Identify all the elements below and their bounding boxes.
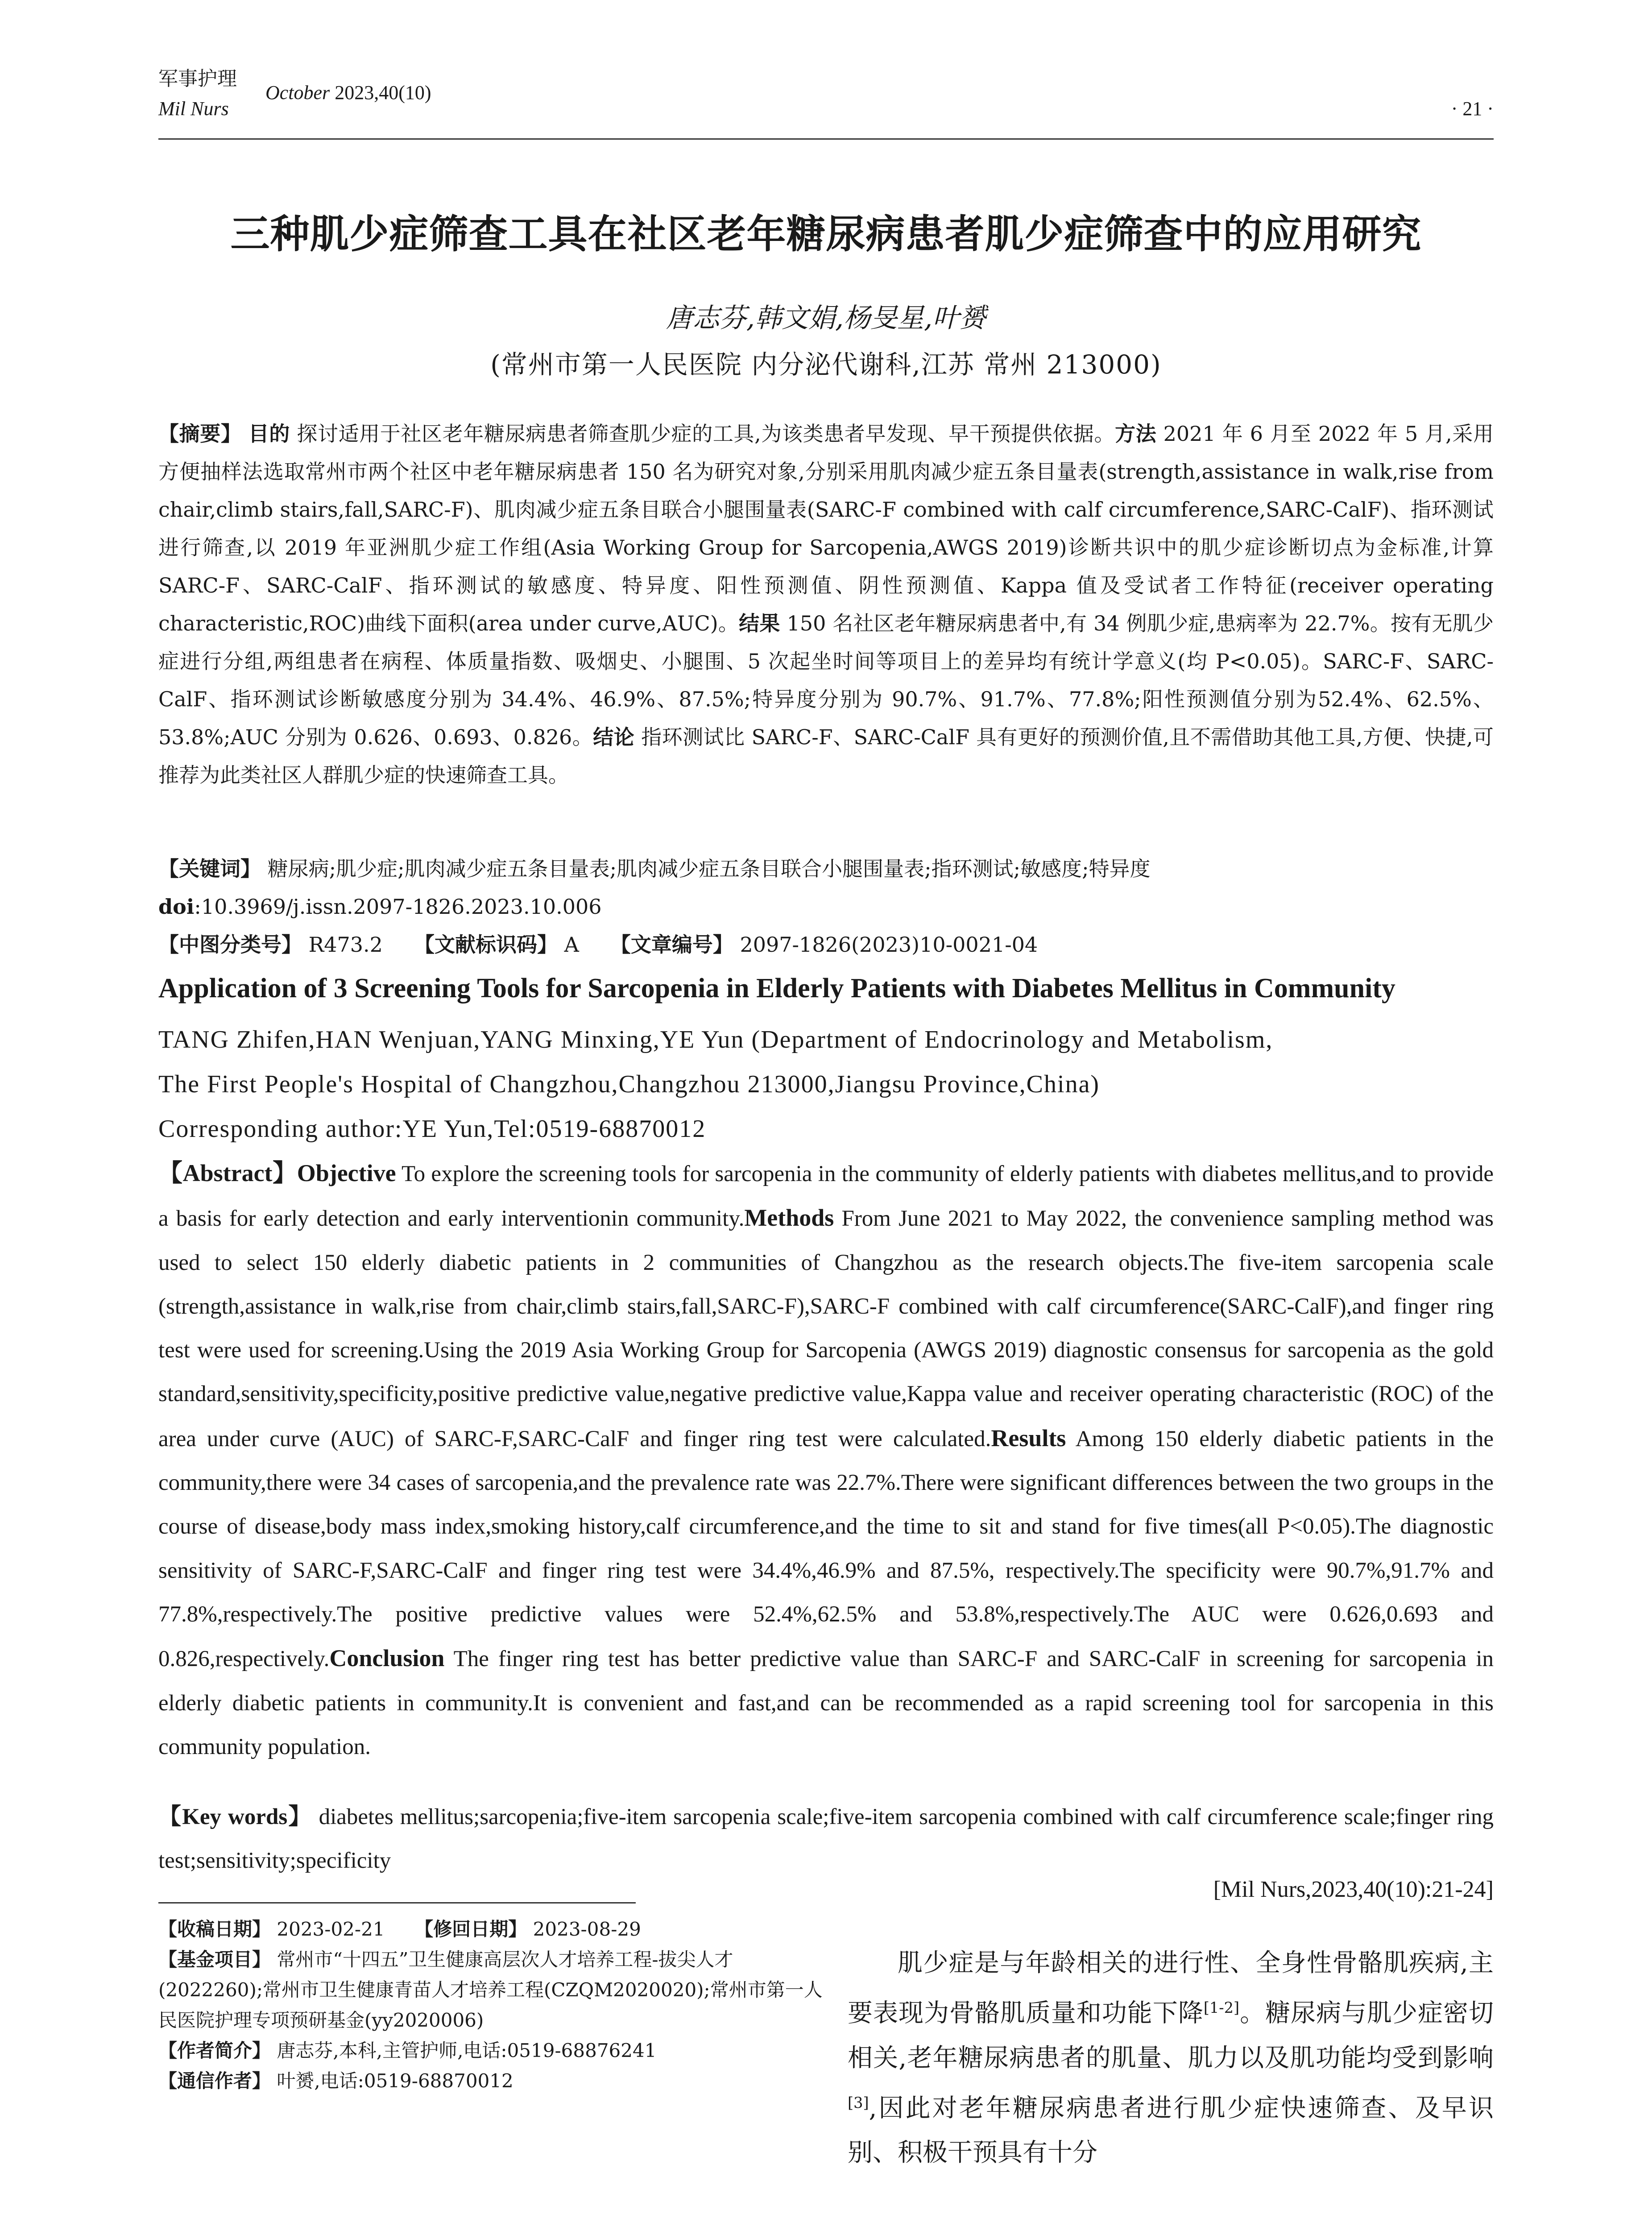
body-text-2: 。糖尿病与肌少症密切相关,老年糖尿病患者的肌量、肌力以及肌功能均受到影响 [848, 1999, 1494, 2073]
author-bio-label: 【作者简介】 [158, 2040, 271, 2061]
article-no-label: 【文章编号】 [610, 933, 733, 957]
methods-text: 2021 年 6 月至 2022 年 5 月,采用方便抽样法选取常州市两个社区中老年糖尿病患者 150 名为研究对象,分别采用肌肉减少症五条目量表(strength,assistance in walk,rise from chair,climb stairs,fall,SARC-F)、肌肉减少症五条目联合小腿围量表(SARC-F combined with calf circumference,SARC-CalF)、指环测试进行筛查,以 2019 年亚洲肌少症工作组(Asia Working Group for Sarcopenia,AWGS 2019)诊断共识中的肌少症诊断切点为金标准,计算 SARC-F、SARC-CalF、指环测试的敏感度、特异度、阳性预测值、阴性预测值、Kappa 值及受试者工作特征(receiver operating characteristic,ROC)曲线下面积(area under curve,AUC)。 [158, 422, 1494, 635]
english-authors-line1: TANG Zhifen,HAN Wenjuan,YANG Minxing,YE Yun (Department of Endocrinology and Metabolism, [158, 1026, 1273, 1053]
objective-label: 目的 [248, 422, 290, 446]
body-paragraph [848, 1941, 1494, 2175]
corr-author-label: 【通信作者】 [158, 2070, 271, 2092]
keywords-text: 糖尿病;肌少症;肌肉减少症五条目量表;肌肉减少症五条目联合小腿围量表;指环测试;敏感度;特异度 [267, 857, 1151, 881]
issue-info [265, 81, 431, 104]
page-number: · 21 · [1451, 98, 1494, 120]
english-authors-line2: The First People's Hospital of Changzhou,Changzhou 213000,Jiangsu Province,China) [158, 1070, 1100, 1098]
keywords-en-label: 【Key words】 [158, 1804, 312, 1829]
received-label: 【收稿日期】 [158, 1918, 271, 1940]
methods-en-label: Methods [744, 1204, 834, 1232]
keywords-label: 【关键词】 [158, 857, 261, 881]
journal-name-en: Mil Nurs [158, 98, 229, 120]
fund-text: 常州市“十四五”卫生健康高层次人才培养工程-拔尖人才(2022260);常州市卫生健康青苗人才培养工程(CZQM2020020);常州市第一人民医院护理专项预研基金(yy2020006) [158, 1949, 823, 2031]
corresponding-author: Corresponding author:YE Yun,Tel:0519-68870012 [158, 1115, 706, 1143]
reference-1-2[interactable]: [1-2] [1203, 1999, 1240, 2016]
conclusion-en-label: Conclusion [329, 1645, 445, 1672]
issue-month: October [265, 82, 330, 104]
corr-author-text: 叶赟,电话:0519-68870012 [277, 2070, 513, 2092]
received-date: 2023-02-21 [277, 1918, 385, 1940]
clc-label: 【中图分类号】 [158, 933, 302, 957]
doi-label: doi [158, 895, 195, 919]
body-text-3: ,因此对老年糖尿病患者进行肌少症快速筛查、及早识别、积极干预具有十分 [848, 2094, 1494, 2168]
author-list: 唐志芬,韩文娟,杨旻星,叶赟 [666, 303, 986, 334]
results-en-label: Results [991, 1424, 1066, 1451]
revised-label: 【修回日期】 [414, 1918, 527, 1940]
fund-label: 【基金项目】 [158, 1949, 271, 1970]
clc-value: R473.2 [308, 933, 383, 957]
conclusion-en-text: The finger ring test has better predictive value than SARC-F and SARC-CalF in screening for sarcopenia in elderly diabetic patients in community.It is convenient and fast,and can be recommended as a rapid screening tool for sarcopenia in this community population. [158, 1646, 1494, 1759]
keywords-en [158, 1795, 1494, 1883]
issue-volume: 2023,40(10) [335, 82, 431, 104]
corr-author-line [158, 2066, 828, 2096]
objective-en-text: To explore the screening tools for sarcopenia in the community of elderly patients with diabetes mellitus,and to provide a basis for early detection and early interventionin community. [158, 1161, 1494, 1232]
objective-en-label: Objective [297, 1160, 396, 1186]
article-no-value: 2097-1826(2023)10-0021-04 [740, 933, 1038, 957]
objective-text: 探讨适用于社区老年糖尿病患者筛查肌少症的工具,为该类患者早发现、早干预提供依据。 [297, 422, 1115, 446]
methods-en-text: From June 2021 to May 2022, the convenience sampling method was used to select 150 elderly diabetic patients in 2 communities of Changzhou as the research objects.The five-item sarcopenia scale (strength,assistance in walk,rise from chair,climb stairs,fall,SARC-F),SARC-F combined with calf circumference(SARC-CalF),and finger ring test were used for screening.Using the 2019 Asia Working Group for Sarcopenia (AWGS 2019) diagnostic consensus for sarcopenia as the gold standard,sensitivity,specificity,positive predictive value,negative predictive value,Kappa value and receiver operating characteristic (ROC) of the area under curve (AUC) of SARC-F,SARC-CalF and finger ring test were calculated. [158, 1206, 1494, 1451]
results-text: 150 名社区老年糖尿病患者中,有 34 例肌少症,患病率为 22.7%。按有无肌少症进行分组,两组患者在病程、体质量指数、吸烟史、小腿围、5 次起坐时间等项目上的差异均有统计学意义(均 P<0.05)。SARC-F、SARC-CalF、指环测试诊断敏感度分别为 34.4%、46.9%、87.5%;特异度分别为 90.7%、91.7%、77.8%;阳性预测值分别为52.4%、62.5%、53.8%;AUC 分别为 0.626、0.693、0.826。 [158, 611, 1494, 749]
journal-name-cn: 军事护理 [158, 67, 237, 90]
author-bio-text: 唐志芬,本科,主管护师,电话:0519-68876241 [277, 2040, 657, 2061]
english-authors [158, 1017, 1494, 1151]
keywords-en-text: diabetes mellitus;sarcopenia;five-item sarcopenia scale;five-item sarcopenia combined with calf circumference scale;finger ring test;sensitivity;specificity [158, 1804, 1494, 1873]
author-bio-line [158, 2036, 828, 2066]
conclusion-label: 结论 [593, 725, 635, 749]
fund-line [158, 1945, 828, 2036]
methods-label: 方法 [1115, 422, 1157, 446]
footnote [158, 1914, 828, 2096]
abstract-en-label: 【Abstract】 [158, 1160, 297, 1186]
doi-line [158, 888, 1494, 926]
abstract-en [158, 1151, 1494, 1769]
affiliation: (常州市第一人民医院 内分泌代谢科,江苏 常州 213000) [490, 349, 1162, 380]
header-rule [158, 138, 1494, 140]
paper-title: 三种肌少症筛查工具在社区老年糖尿病患者肌少症筛查中的应用研究 [230, 211, 1422, 257]
keywords-cn [158, 850, 1494, 888]
citation: [Mil Nurs,2023,40(10):21-24] [1213, 1877, 1494, 1902]
revised-date: 2023-08-29 [533, 1918, 641, 1940]
doi-value[interactable]: :10.3969/j.issn.2097-1826.2023.10.006 [194, 895, 602, 919]
doc-code-value: A [564, 933, 579, 957]
classification-line [158, 926, 1494, 964]
footnote-rule [158, 1902, 636, 1903]
body-text-1: 肌少症是与年龄相关的进行性、全身性骨骼肌疾病,主要表现为骨骼肌质量和功能下降 [848, 1949, 1494, 2028]
abstract-label: 【摘要】 [158, 422, 242, 446]
results-en-text: Among 150 elderly diabetic patients in the community,there were 34 cases of sarcopenia,and the prevalence rate was 22.7%.There were significant differences between the two groups in the course of disease,body mass index,smoking history,calf circumference,and the time to sit and stand for five times(all P<0.05).The diagnostic sensitivity of SARC-F,SARC-CalF and finger ring test were 34.4%,46.9% and 87.5%, respectively.The specificity were 90.7%,91.7% and 77.8%,respectively.The positive predictive values were 52.4%,62.5% and 53.8%,respectively.The AUC were 0.626,0.693 and 0.826,respectively. [158, 1426, 1494, 1672]
english-title: Application of 3 Screening Tools for Sarcopenia in Elderly Patients with Diabetes Mellitus in Community [158, 973, 1395, 1004]
abstract-cn [158, 415, 1494, 794]
conclusion-text: 指环测试比 SARC-F、SARC-CalF 具有更好的预测价值,且不需借助其他工具,方便、快捷,可推荐为此类社区人群肌少症的快速筛查工具。 [158, 725, 1494, 787]
reference-3[interactable]: [3] [848, 2094, 869, 2111]
results-label: 结果 [739, 611, 780, 635]
dates-line [158, 1914, 828, 1945]
doc-code-label: 【文献标识码】 [414, 933, 558, 957]
